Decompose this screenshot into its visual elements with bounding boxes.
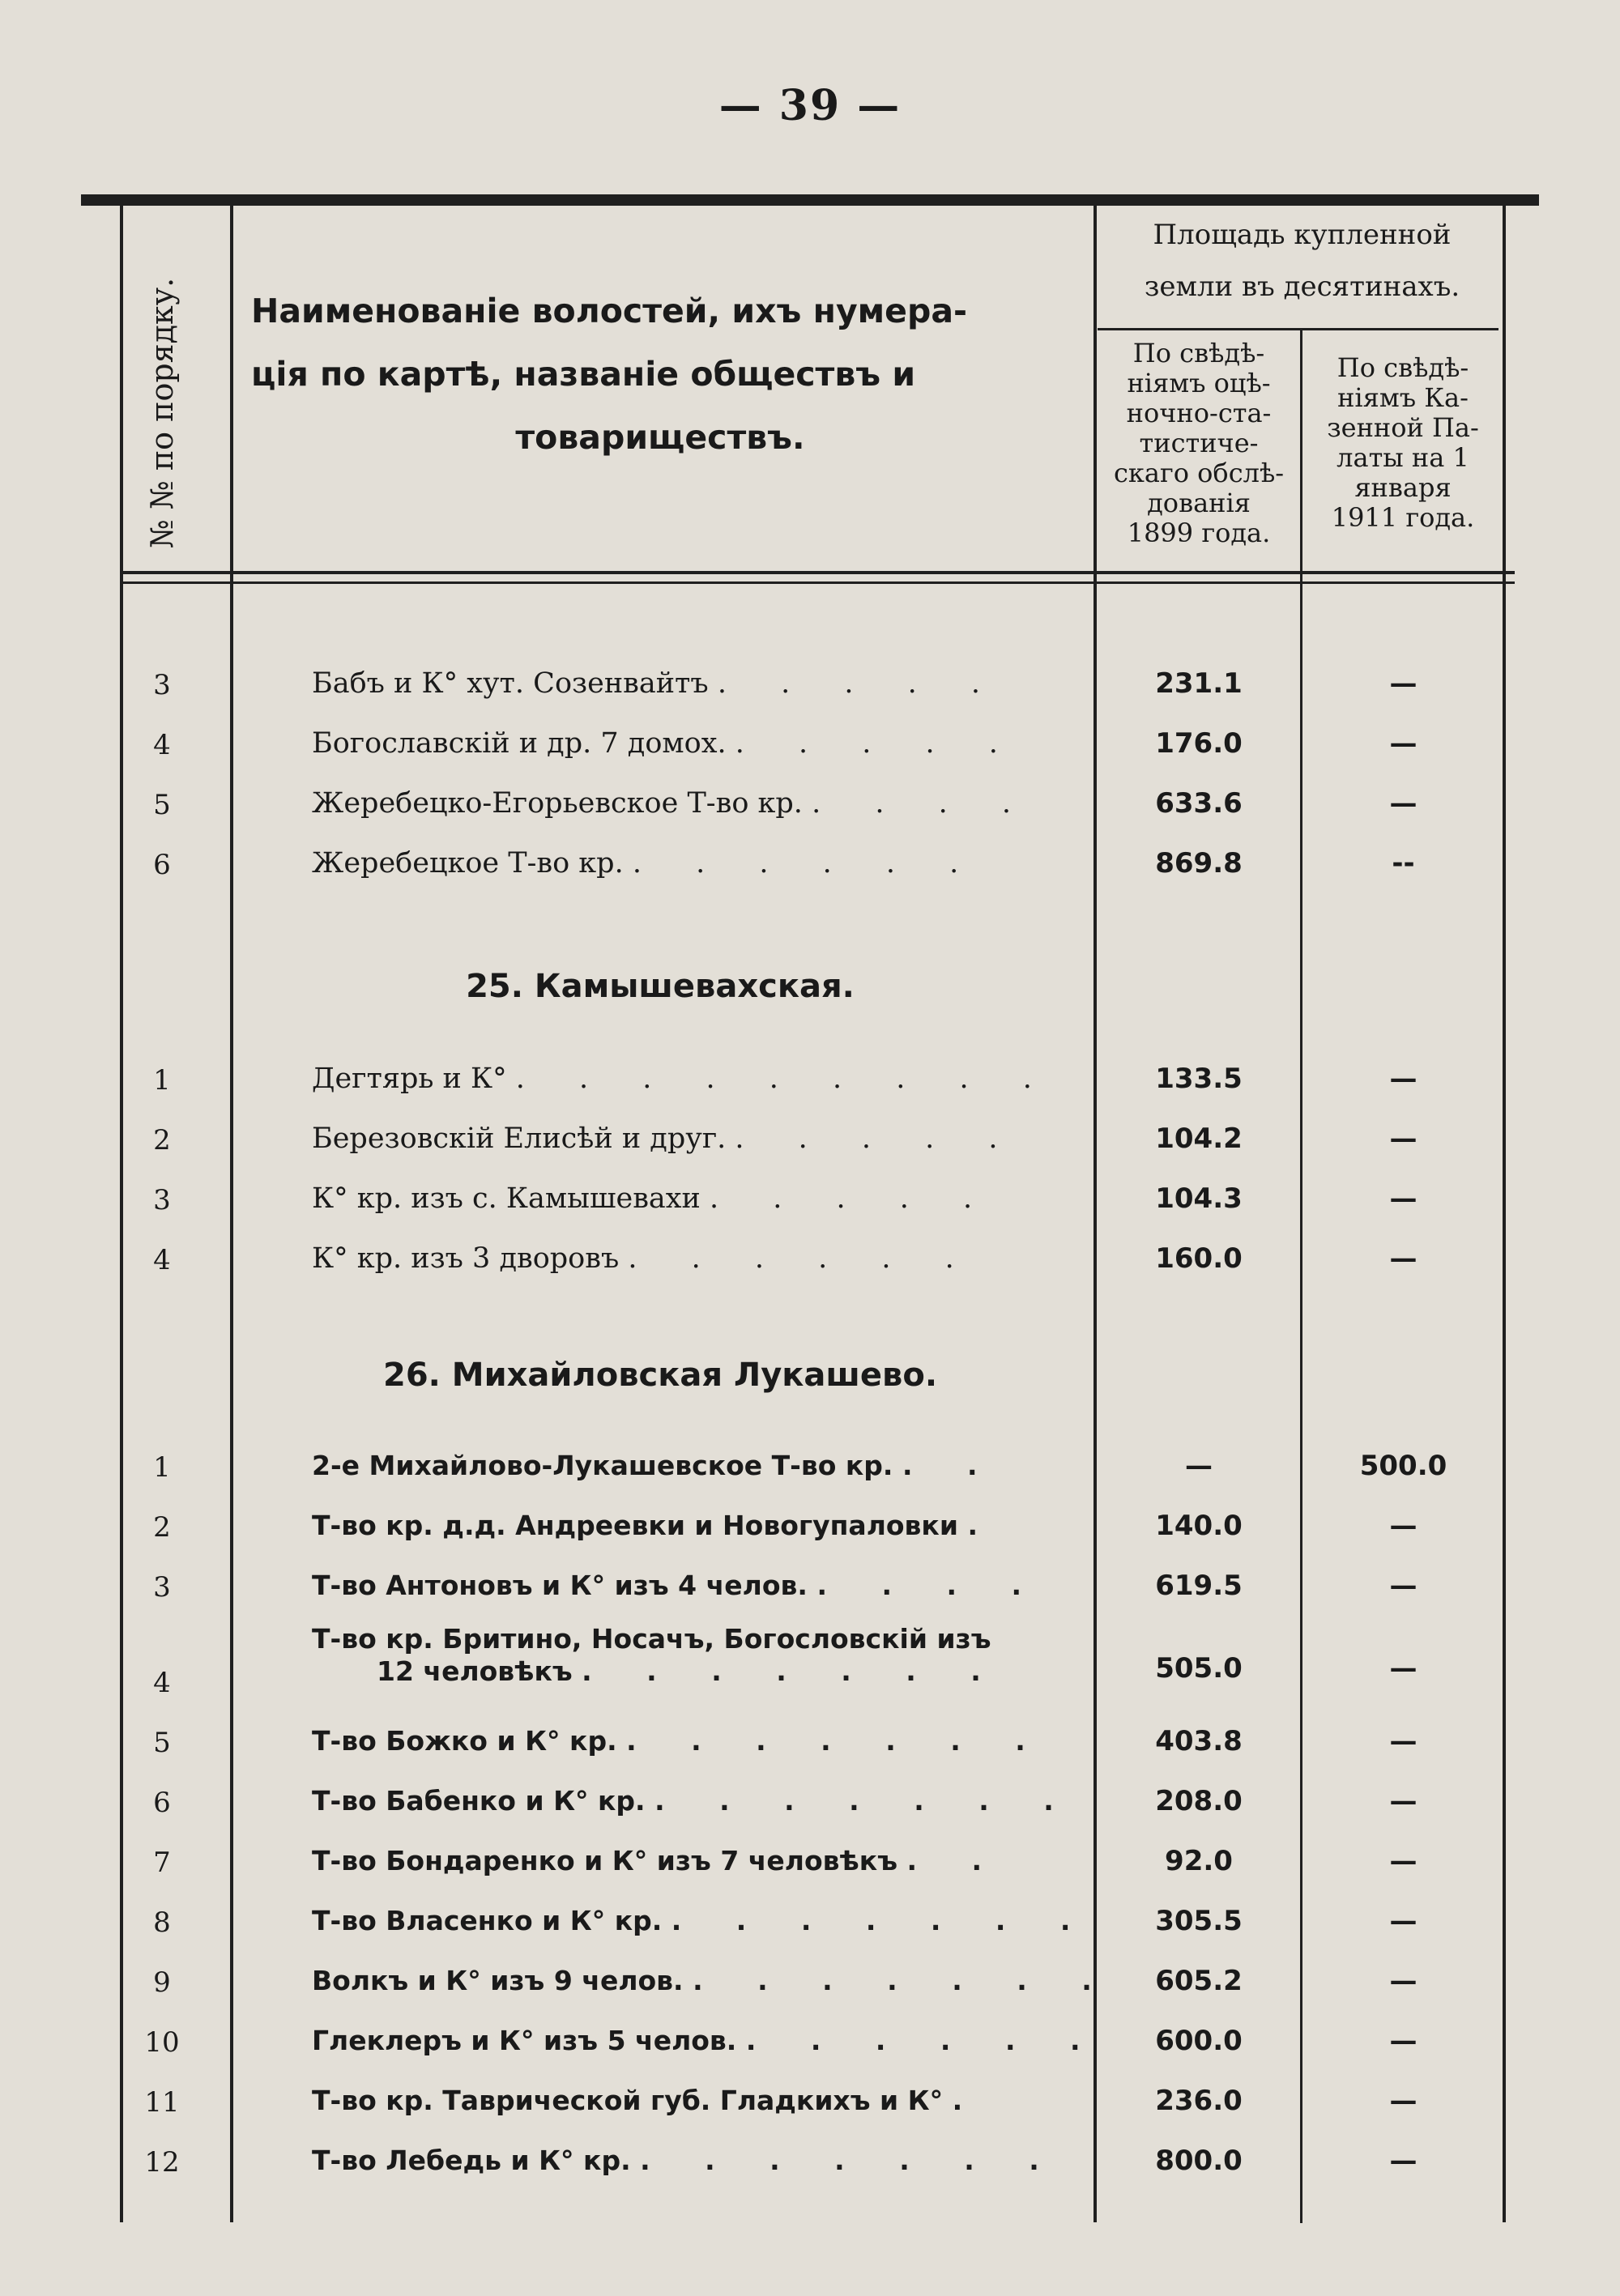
- row-number: 3: [153, 669, 171, 701]
- row-area-1911: —: [1389, 1122, 1418, 1155]
- row-name-text: Т-во Лебедь и К° кр.: [312, 2145, 631, 2176]
- row-leader-dots: . .: [902, 1450, 1000, 1481]
- table-row: [0, 658, 1579, 709]
- row-name-continuation: [312, 1655, 1069, 1688]
- row-name-text: Т-во кр. Бритино, Носачъ, Богословскій изъ: [312, 1623, 991, 1655]
- row-name-text: Березовскій Елисѣй и друг.: [312, 1122, 727, 1155]
- page-number: — 39 —: [718, 81, 902, 130]
- table-row: [0, 718, 1579, 769]
- sub1-line: скаго обслѣ-: [1113, 458, 1285, 488]
- row-area-1899: —: [1185, 1450, 1213, 1482]
- header-area-column: [1102, 209, 1503, 313]
- sub2-line: 1911 года.: [1331, 502, 1475, 533]
- row-leader-dots: . . . . . . .: [582, 1655, 1004, 1687]
- row-area-1911: —: [1389, 2145, 1418, 2177]
- row-number: 1: [153, 1064, 171, 1097]
- row-number: 3: [153, 1571, 171, 1604]
- table-row: [0, 2015, 1579, 2067]
- row-area-1899: 133.5: [1155, 1063, 1243, 1095]
- row-area-1899: 605.2: [1155, 1965, 1243, 1997]
- section-title: 26. Михайловская Лукашево.: [382, 1357, 938, 1394]
- row-number: 6: [153, 849, 171, 881]
- row-name: [312, 1450, 1069, 1481]
- header-name-column: [251, 279, 1069, 469]
- row-area-1911: —: [1389, 1845, 1418, 1877]
- top-rule: [81, 194, 1539, 206]
- header-name-line1: Наименованіе волостей, ихъ нумера-: [251, 292, 968, 330]
- row-area-1899: 231.1: [1155, 667, 1243, 700]
- row-number: 4: [153, 1667, 171, 1699]
- row-name: [312, 1905, 1094, 1936]
- row-area-1911: —: [1389, 1905, 1418, 1937]
- header-area-line1: Площадь купленной: [1153, 219, 1452, 251]
- header-bottom-rule: [122, 571, 1515, 574]
- row-name: [312, 2025, 1103, 2056]
- row-name-text: Бабъ и К° хут. Созенвайтъ: [312, 667, 709, 700]
- row-name-text: Богославскій и др. 7 домох.: [312, 727, 727, 760]
- row-area-1899: 236.0: [1155, 2085, 1243, 2117]
- sub1-line: По свѣдѣ-: [1132, 338, 1265, 368]
- row-name: [312, 2145, 1069, 2176]
- row-area-1911: —: [1389, 1725, 1418, 1757]
- row-name-text: Жеребецкое Т-во кр.: [312, 847, 624, 880]
- sub1-line: ніямъ оцѣ-: [1127, 368, 1271, 398]
- row-name: [312, 847, 1069, 880]
- table-row: [0, 1955, 1579, 2007]
- row-name: [312, 667, 1069, 700]
- row-leader-dots: . . . .: [812, 787, 1034, 820]
- row-name-text: Т-во кр. д.д. Андреевки и Новогупаловки: [312, 1510, 958, 1541]
- row-name: [312, 727, 1069, 760]
- row-area-1911: 500.0: [1359, 1450, 1447, 1482]
- row-area-1911: --: [1392, 847, 1415, 880]
- row-name-text: Т-во кр. Таврической губ. Гладкихъ и К°: [312, 2085, 944, 2116]
- row-name-cont-text: 12 человѣкъ: [377, 1655, 573, 1687]
- row-area-1899: 104.3: [1155, 1182, 1243, 1215]
- row-name-text: Т-во Бондаренко и К° изъ 7 человѣкъ: [312, 1845, 898, 1876]
- row-number: 7: [153, 1847, 171, 1879]
- row-leader-dots: . . . .: [816, 1570, 1045, 1601]
- header-num-column: [122, 243, 202, 583]
- row-name: [312, 1182, 1069, 1215]
- sub1-line: дованія: [1147, 488, 1251, 518]
- row-area-1899: 505.0: [1155, 1652, 1243, 1685]
- row-area-1899: 160.0: [1155, 1242, 1243, 1275]
- row-name-text: Т-во Антоновъ и К° изъ 4 челов.: [312, 1570, 808, 1601]
- row-leader-dots: . .: [906, 1845, 1005, 1876]
- header-num-label: № № по порядку.: [144, 277, 180, 549]
- row-name-text: К° кр. изъ 3 дворовъ: [312, 1242, 620, 1275]
- table-row: [0, 1620, 1579, 1709]
- row-name: [312, 1570, 1069, 1601]
- row-number: 2: [153, 1511, 171, 1544]
- row-area-1899: 305.5: [1155, 1905, 1243, 1937]
- row-number: 4: [153, 1244, 171, 1276]
- row-leader-dots: . . . . . . .: [626, 1725, 1048, 1757]
- table-row: [0, 1173, 1579, 1225]
- row-area-1899: 800.0: [1155, 2145, 1243, 2177]
- area-sub-rule: [1098, 328, 1498, 330]
- row-area-1899: 600.0: [1155, 2025, 1243, 2057]
- row-name: [312, 1510, 1069, 1541]
- sub2-line: января: [1354, 472, 1452, 503]
- row-name-text: Т-во Бабенко и К° кр.: [312, 1785, 646, 1817]
- header-sub-1911: [1306, 353, 1500, 533]
- row-leader-dots: . . . . .: [735, 1122, 1021, 1155]
- row-area-1911: —: [1389, 667, 1418, 700]
- table-row: [0, 837, 1579, 889]
- table-row: [0, 1715, 1579, 1767]
- row-area-1899: 633.6: [1155, 787, 1243, 820]
- table-row: [0, 1895, 1579, 1947]
- table-row: [0, 1775, 1579, 1827]
- row-name-text: Дегтярь и К°: [312, 1063, 507, 1095]
- row-number: 5: [153, 789, 171, 821]
- row-name-text: Глеклеръ и К° изъ 5 челов.: [312, 2025, 737, 2056]
- row-area-1911: —: [1389, 1965, 1418, 1997]
- row-name: [312, 1623, 1069, 1688]
- sub2-line: зенной Па-: [1327, 412, 1479, 443]
- sub2-line: По свѣдѣ-: [1336, 352, 1469, 383]
- row-area-1899: 208.0: [1155, 1785, 1243, 1817]
- row-area-1911: —: [1389, 1242, 1418, 1275]
- row-number: 2: [153, 1124, 171, 1157]
- row-name-text: Волкъ и К° изъ 9 челов.: [312, 1965, 684, 1996]
- row-name: [312, 1785, 1076, 1817]
- row-area-1911: —: [1389, 2085, 1418, 2117]
- table-row: [0, 1560, 1579, 1612]
- section-title: 25. Камышевахская.: [466, 968, 855, 1005]
- sub2-line: ніямъ Ка-: [1337, 382, 1469, 413]
- header-name-line3: товариществъ.: [515, 418, 805, 457]
- table-row: [0, 2075, 1579, 2127]
- header-area-line2: земли въ десятинахъ.: [1144, 270, 1460, 303]
- row-number: 10: [144, 2026, 180, 2059]
- sub1-line: 1899 года.: [1127, 518, 1271, 548]
- row-area-1911: —: [1389, 1063, 1418, 1095]
- header-bottom-rule-2: [122, 581, 1515, 584]
- row-name: [312, 1063, 1069, 1095]
- row-area-1911: —: [1389, 1570, 1418, 1602]
- row-leader-dots: . . . . . .: [628, 1242, 977, 1275]
- row-area-1899: 104.2: [1155, 1122, 1243, 1155]
- row-name: [312, 2085, 1069, 2116]
- table-row: [0, 1500, 1579, 1552]
- row-area-1899: 869.8: [1155, 847, 1243, 880]
- row-leader-dots: . . . . .: [717, 667, 1003, 700]
- row-name: [312, 1965, 1115, 1996]
- row-area-1911: —: [1389, 1510, 1418, 1542]
- row-area-1899: 403.8: [1155, 1725, 1243, 1757]
- table-row: [0, 1440, 1579, 1492]
- row-name: [312, 1725, 1069, 1757]
- row-name-text: Т-во Власенко и К° кр.: [312, 1905, 663, 1936]
- row-area-1899: 619.5: [1155, 1570, 1243, 1602]
- header-sub-1899: [1102, 339, 1296, 548]
- header-name-line2: ція по картѣ, названіе обществъ и: [251, 355, 916, 394]
- table-row: [0, 2135, 1579, 2187]
- row-leader-dots: . . . . . . .: [654, 1785, 1076, 1817]
- row-name: [312, 1845, 1069, 1876]
- row-area-1899: 140.0: [1155, 1510, 1243, 1542]
- row-name: [312, 1122, 1069, 1155]
- row-number: 3: [153, 1184, 171, 1216]
- row-area-1911: —: [1389, 727, 1418, 760]
- row-number: 5: [153, 1727, 171, 1759]
- table-row: [0, 1835, 1579, 1887]
- row-leader-dots: . . . . .: [735, 727, 1021, 760]
- table-row: [0, 1233, 1579, 1284]
- row-name-text: К° кр. изъ с. Камышевахи: [312, 1182, 701, 1215]
- row-name-text: 2-е Михайлово-Лукашевское Т-во кр.: [312, 1450, 893, 1481]
- table-row: [0, 1113, 1579, 1165]
- sub1-line: ночно-ста-: [1126, 398, 1272, 428]
- sub2-line: латы на 1: [1336, 442, 1469, 473]
- row-name-text: Жеребецко-Егорьевское Т-во кр.: [312, 787, 803, 820]
- row-area-1911: —: [1389, 787, 1418, 820]
- row-leader-dots: . . . . . . .: [640, 2145, 1062, 2176]
- row-number: 6: [153, 1787, 171, 1819]
- table-row: [0, 1053, 1579, 1105]
- row-name-text: Т-во Божко и К° кр.: [312, 1725, 617, 1757]
- row-area-1899: 92.0: [1165, 1845, 1233, 1877]
- row-leader-dots: . . . . . . .: [671, 1905, 1094, 1936]
- row-name: [312, 787, 1069, 820]
- row-number: 11: [144, 2086, 180, 2119]
- table-row: [0, 777, 1579, 829]
- row-area-1899: 176.0: [1155, 727, 1243, 760]
- row-leader-dots: . . . . .: [709, 1182, 995, 1215]
- row-number: 1: [153, 1451, 171, 1484]
- row-leader-dots: . . . . . .: [745, 2025, 1103, 2056]
- row-number: 12: [144, 2146, 180, 2179]
- row-area-1911: —: [1389, 2025, 1418, 2057]
- row-leader-dots: . . . . . .: [632, 847, 982, 880]
- row-number: 8: [153, 1906, 171, 1939]
- row-area-1911: —: [1389, 1785, 1418, 1817]
- row-leader-dots: . . . . . . . . .: [515, 1063, 1055, 1095]
- row-number: 9: [153, 1966, 171, 1999]
- row-number: 4: [153, 729, 171, 761]
- row-leader-dots: .: [952, 2085, 986, 2116]
- row-area-1911: —: [1389, 1182, 1418, 1215]
- row-area-1911: —: [1389, 1652, 1418, 1685]
- row-name: [312, 1242, 1069, 1275]
- sub1-line: тистиче-: [1139, 428, 1259, 458]
- row-leader-dots: .: [967, 1510, 1000, 1541]
- row-leader-dots: . . . . . . .: [693, 1965, 1115, 1996]
